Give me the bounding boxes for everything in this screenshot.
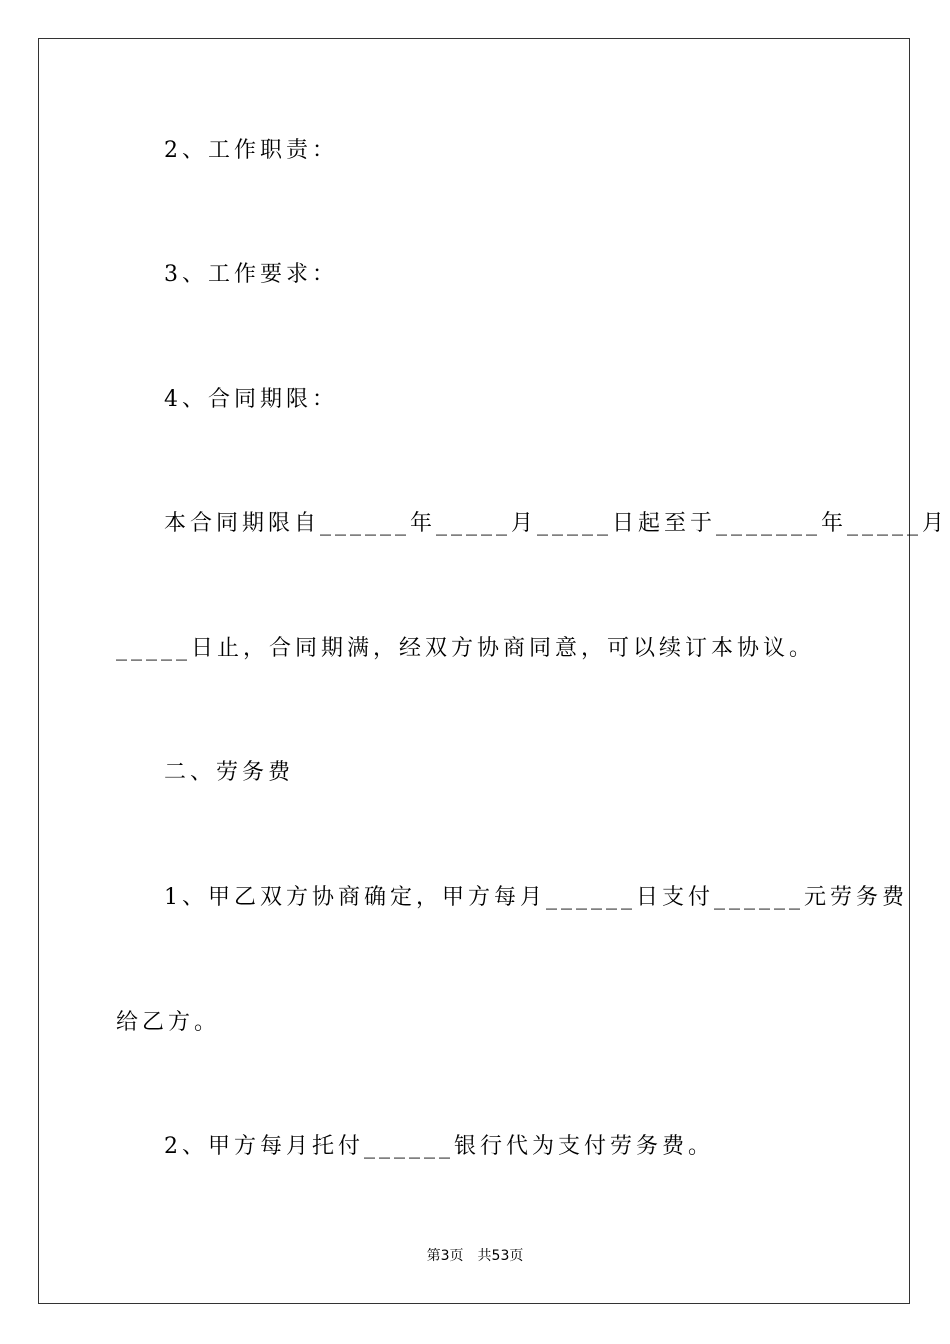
labor-fee-clause-1-line-2: 给乙方。	[116, 1010, 221, 1035]
page-footer	[0, 1246, 950, 1266]
clause-work-requirements: 3、工作要求：	[164, 262, 338, 287]
clause-work-duties: 2、工作职责：	[164, 138, 338, 163]
total-pages: 共53页	[477, 1248, 524, 1264]
contract-term-text-line-1: 本合同期限自______年_____月_____日起至于_______年_____月	[164, 511, 949, 536]
labor-fee-clause-2: 2、甲方每月托付______银行代为支付劳务费。	[164, 1134, 714, 1159]
contract-term-text-line-2: _____日止，合同期满，经双方协商同意，可以续订本协议。	[116, 636, 816, 661]
labor-fee-clause-1-line-1: 1、甲乙双方协商确定，甲方每月______日支付______元劳务费	[164, 885, 908, 910]
page-border	[38, 38, 910, 1304]
section-heading-labor-fee: 二、劳务费	[164, 760, 295, 785]
page-number: 第3页	[426, 1248, 464, 1264]
clause-contract-term: 4、合同期限：	[164, 387, 338, 412]
